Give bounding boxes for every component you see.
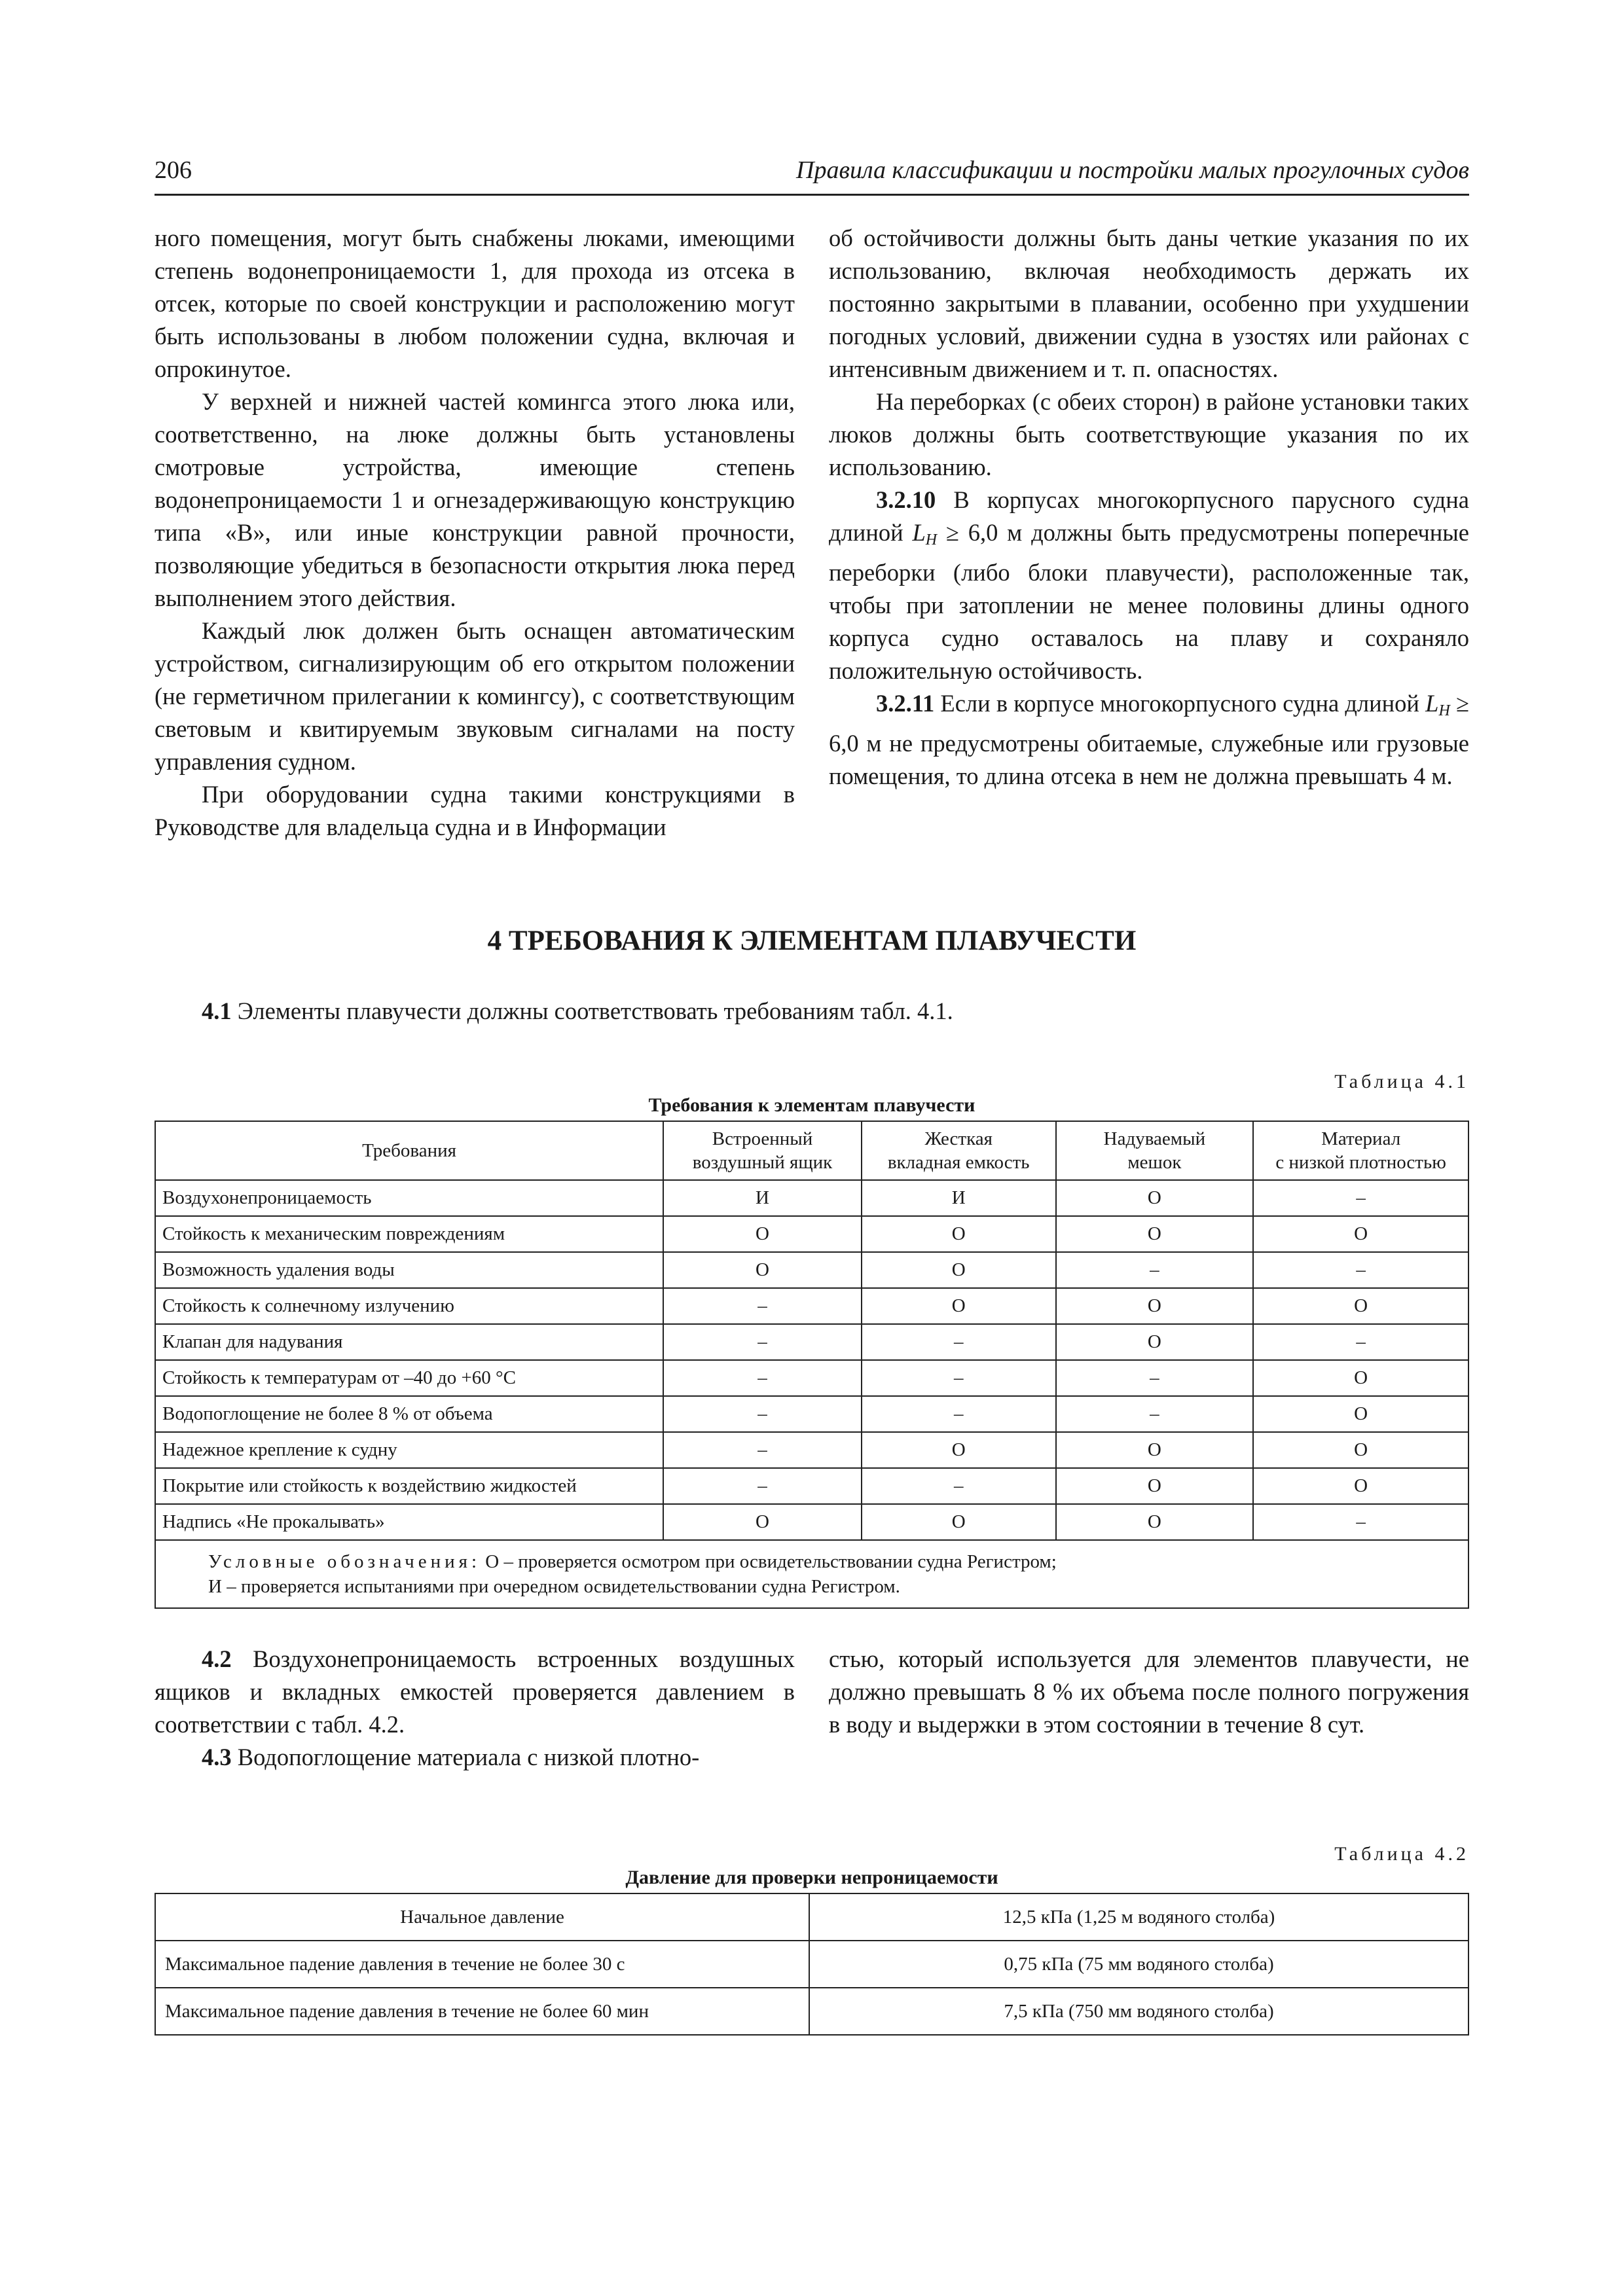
right-column — [829, 1643, 1469, 1774]
table-row — [155, 1360, 1468, 1396]
left-column — [155, 1643, 795, 1774]
parameter-cell: Максимальное падение давления в течение не более 30 с — [155, 1941, 809, 1988]
table-caption: Таблица 4.2 — [1334, 1843, 1469, 1865]
mark-cell: – — [1253, 1252, 1468, 1288]
column-header: Встроенный воздушный ящик — [663, 1121, 862, 1180]
mark-cell: – — [1056, 1360, 1254, 1396]
mark-cell: О — [663, 1504, 862, 1540]
two-column-text-bottom — [155, 1643, 1469, 1774]
table-title: Давление для проверки непроницаемости — [625, 1867, 998, 1888]
paragraph-3-2-11 — [829, 687, 1469, 793]
table-row — [155, 1396, 1468, 1432]
clause-number: 3.2.11 — [876, 690, 935, 717]
clause-number: 4.1 — [202, 997, 232, 1024]
table-row — [155, 1288, 1468, 1324]
column-header: Требования — [155, 1121, 663, 1180]
legend-line: И – проверяется испытаниями при очередном освидетельствовании судна Регистром. — [208, 1576, 900, 1597]
mark-cell: О — [1253, 1288, 1468, 1324]
mark-cell: О — [1056, 1468, 1254, 1504]
clause-text: В корпусах многокорпусного парусного судна длиной — [829, 486, 1469, 546]
table-4-2-block — [155, 1843, 1469, 2036]
clause-text: Элементы плавучести должны соответствовать требованиям табл. 4.1. — [231, 997, 953, 1024]
paragraph-4-3 — [155, 1741, 795, 1774]
mark-cell: О — [1056, 1180, 1254, 1216]
symbol-L: L — [1425, 690, 1439, 717]
mark-cell: О — [1253, 1432, 1468, 1468]
mark-cell: – — [1253, 1180, 1468, 1216]
mark-cell: О — [862, 1432, 1056, 1468]
mark-cell: – — [862, 1468, 1056, 1504]
mark-cell: – — [1253, 1504, 1468, 1540]
requirement-cell: Стойкость к механическим повреждениям — [155, 1216, 663, 1252]
table-row — [155, 1324, 1468, 1360]
paragraph: При оборудовании судна такими конструкциями в Руководстве для владельца судна и в Информации — [155, 781, 795, 840]
clause-text: Водопоглощение материала с низкой плотно- — [231, 1744, 700, 1770]
symbol-L: L — [912, 519, 926, 546]
column-header: Жесткая вкладная емкость — [862, 1121, 1056, 1180]
paragraph: На переборках (с обеих сторон) в районе установки таких люков должны быть соответствующие указания по их использованию. — [829, 388, 1469, 480]
mark-cell: – — [862, 1360, 1056, 1396]
page-number: 206 — [155, 156, 192, 184]
mark-cell: И — [862, 1180, 1056, 1216]
mark-cell: – — [663, 1324, 862, 1360]
table-row — [155, 1468, 1468, 1504]
legend-line: О – проверяется осмотром при освидетельствовании судна Регистром; — [481, 1551, 1057, 1572]
table-4-1-block — [155, 1071, 1469, 1609]
column-header: Материал с низкой плотностью — [1253, 1121, 1468, 1180]
legend-row — [155, 1540, 1468, 1608]
requirement-cell: Надежное крепление к судну — [155, 1432, 663, 1468]
table-legend — [155, 1540, 1468, 1608]
mark-cell: О — [663, 1252, 862, 1288]
paragraph-4-2 — [155, 1643, 795, 1741]
mark-cell: О — [1056, 1432, 1254, 1468]
mark-cell: – — [862, 1324, 1056, 1360]
clause-number: 4.3 — [202, 1744, 232, 1770]
requirement-cell: Воздухонепроницаемость — [155, 1180, 663, 1216]
value-cell: 12,5 кПа (1,25 м водяного столба) — [809, 1893, 1468, 1941]
symbol-subscript: H — [1438, 702, 1450, 719]
mark-cell: – — [862, 1396, 1056, 1432]
clause-number: 4.2 — [202, 1645, 232, 1672]
requirement-cell: Водопоглощение не более 8 % от объема — [155, 1396, 663, 1432]
paragraph: ного помещения, могут быть снабжены люками, имеющими степень водонепроницаемости 1, для прохода из отсека в отсек, которые по своей конструкции и расположению могут быть использованы в любом положении судна, включая и опрокинутое. — [155, 224, 795, 382]
mark-cell: – — [1056, 1396, 1254, 1432]
mark-cell: О — [1253, 1360, 1468, 1396]
mark-cell: О — [1253, 1396, 1468, 1432]
section-title: 4 ТРЕБОВАНИЯ К ЭЛЕМЕНТАМ ПЛАВУЧЕСТИ — [487, 925, 1137, 956]
column-header: Надуваемый мешок — [1056, 1121, 1254, 1180]
mark-cell: И — [663, 1180, 862, 1216]
requirement-cell: Надпись «Не прокалывать» — [155, 1504, 663, 1540]
symbol-subscript: H — [925, 531, 938, 548]
requirement-cell: Возможность удаления воды — [155, 1252, 663, 1288]
mark-cell: О — [1056, 1288, 1254, 1324]
requirement-cell: Клапан для надувания — [155, 1324, 663, 1360]
paragraph: У верхней и нижней частей комингса этого люка или, соответственно, на люке должны быть установлены смотровые устройства, имеющие степень водонепроницаемости 1 и огнезадерживающую конструкцию типа «В», или иные конструкции равной прочности, позволяющие убедиться в безопасности открытия люка перед выполнением этого действия. — [155, 388, 795, 611]
left-column — [155, 222, 795, 844]
table-header-row — [155, 1121, 1468, 1180]
pressure-table — [155, 1893, 1469, 2036]
table-title: Требования к элементам плавучести — [648, 1094, 976, 1116]
paragraph-4-1 — [155, 995, 1469, 1028]
table-row — [155, 1252, 1468, 1288]
right-column — [829, 222, 1469, 844]
legend-label: Условные обозначения: — [208, 1551, 481, 1572]
parameter-cell: Максимальное падение давления в течение не более 60 мин — [155, 1988, 809, 2035]
table-row — [155, 1180, 1468, 1216]
mark-cell: О — [862, 1288, 1056, 1324]
table-row — [155, 1988, 1468, 2035]
requirements-table — [155, 1121, 1469, 1609]
clause-number: 3.2.10 — [876, 486, 936, 513]
mark-cell: – — [663, 1468, 862, 1504]
clause-text: ≥ 6,0 м не предусмотрены обитаемые, служебные или грузовые помещения, то длина отсека в нем не должна превышать 4 м. — [829, 690, 1469, 789]
mark-cell: – — [663, 1360, 862, 1396]
requirement-cell: Стойкость к солнечному излучению — [155, 1288, 663, 1324]
mark-cell: – — [663, 1432, 862, 1468]
mark-cell: – — [663, 1288, 862, 1324]
table-body — [155, 1893, 1468, 2035]
value-cell: 0,75 кПа (75 мм водяного столба) — [809, 1941, 1468, 1988]
running-title: Правила классификации и постройки малых прогулочных судов — [796, 156, 1469, 184]
table-row — [155, 1216, 1468, 1252]
table-body — [155, 1180, 1468, 1540]
mark-cell: О — [663, 1216, 862, 1252]
parameter-cell: Начальное давление — [155, 1893, 809, 1941]
table-row — [155, 1432, 1468, 1468]
mark-cell: – — [1253, 1324, 1468, 1360]
two-column-text-top — [155, 222, 1469, 844]
clause-text: ≥ 6,0 м должны быть предусмотрены поперечные переборки (либо блоки плавучести), расположенные так, чтобы при затоплении не менее половины длины одного корпуса судно оставалось на плаву и сохраняло положительную остойчивость. — [829, 519, 1469, 684]
paragraph: об остойчивости должны быть даны четкие указания по их использованию, включая необходимость держать их постоянно закрытыми в плавании, особенно при ухудшении погодных условий, движении судна в узостях или районах с интенсивным движением и т. п. опасностях. — [829, 224, 1469, 382]
document-page — [155, 151, 1469, 2036]
table-row — [155, 1941, 1468, 1988]
mark-cell: О — [1253, 1468, 1468, 1504]
table-row — [155, 1504, 1468, 1540]
mark-cell: – — [1056, 1252, 1254, 1288]
mark-cell: О — [1056, 1324, 1254, 1360]
clause-text: Если в корпусе многокорпусного судна длиной — [934, 690, 1426, 717]
requirement-cell: Покрытие или стойкость к воздействию жидкостей — [155, 1468, 663, 1504]
mark-cell: О — [862, 1252, 1056, 1288]
paragraph-3-2-10 — [829, 484, 1469, 687]
mark-cell: О — [862, 1504, 1056, 1540]
mark-cell: О — [1056, 1216, 1254, 1252]
value-cell: 7,5 кПа (750 мм водяного столба) — [809, 1988, 1468, 2035]
paragraph: стью, который используется для элементов плавучести, не должно превышать 8 % их объема после полного погружения в воду и выдержки в этом состоянии в течение 8 сут. — [829, 1645, 1469, 1738]
table-caption: Таблица 4.1 — [1334, 1071, 1469, 1092]
clause-text: Воздухонепроницаемость встроенных воздушных ящиков и вкладных емкостей проверяется давлением в соответствии с табл. 4.2. — [155, 1645, 795, 1738]
mark-cell: О — [1253, 1216, 1468, 1252]
table-row — [155, 1893, 1468, 1941]
paragraph: Каждый люк должен быть оснащен автоматическим устройством, сигнализирующим об его открытом положении (не герметичном прилегании к комингсу), с соответствующим световым и квитируемым звуковым сигналами на посту управления судном. — [155, 617, 795, 775]
requirement-cell: Стойкость к температурам от –40 до +60 °С — [155, 1360, 663, 1396]
mark-cell: – — [663, 1396, 862, 1432]
mark-cell: О — [862, 1216, 1056, 1252]
mark-cell: О — [1056, 1504, 1254, 1540]
page-header — [155, 151, 1469, 196]
